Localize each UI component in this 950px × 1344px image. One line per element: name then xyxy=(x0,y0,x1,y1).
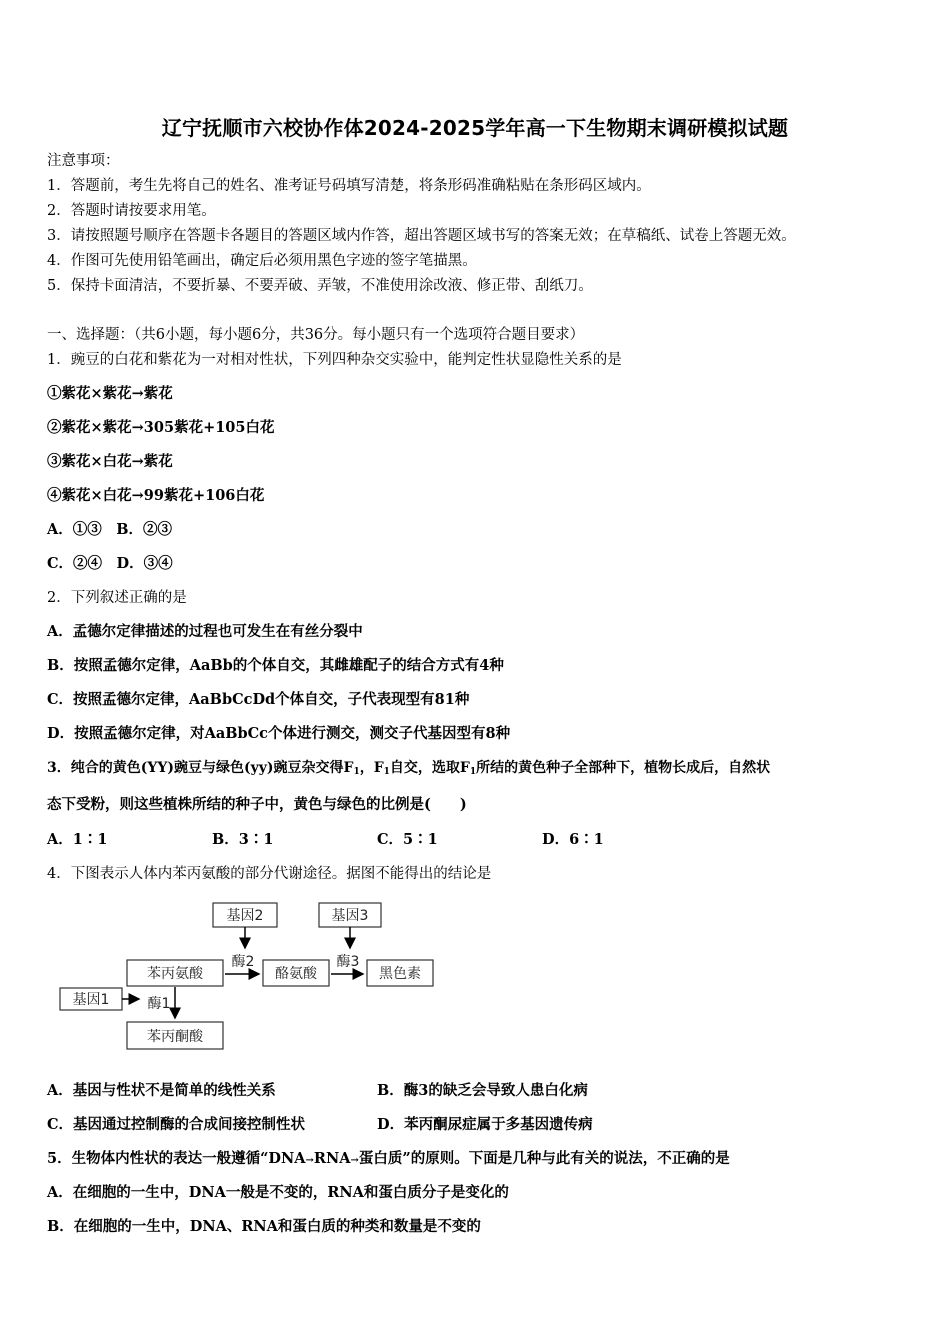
q3-subscript-1: 1 xyxy=(353,767,360,777)
q5-stem xyxy=(47,1149,730,1171)
notice-item-2: 2．答题时请按要求用笔。 xyxy=(47,203,216,219)
q4-option-c: C．基因通过控制酶的合成间接控制性状 xyxy=(47,1116,306,1133)
q4-option-b: B．酶3的缺乏会导致人患白化病 xyxy=(377,1082,588,1099)
q1-stem: 1．豌豆的白花和紫花为一对相对性状，下列四种杂交实验中，能判定性状显隐性关系的是 xyxy=(47,352,622,368)
q5-option-a: A．在细胞的一生中，DNA一般是不变的，RNA和蛋白质分子是变化的 xyxy=(47,1184,509,1201)
q1-item-3: ③紫花×白花→紫花 xyxy=(47,453,173,470)
tyrosine-label: 酪氨酸 xyxy=(275,966,317,982)
q3-option-b: B．3∶1 xyxy=(212,831,274,848)
page-title: 辽宁抚顺市六校协作体2024-2025学年高一下生物期末调研模拟试题 xyxy=(161,116,789,140)
q1-item-4: ④紫花×白花→99紫花+106白花 xyxy=(47,487,265,504)
q2-option-a: A．孟德尔定律描述的过程也可发生在有丝分裂中 xyxy=(47,623,363,640)
q3-option-d: D．6∶1 xyxy=(542,831,604,848)
metabolism-diagram xyxy=(55,898,445,1058)
melanin-label: 黑色素 xyxy=(379,966,421,982)
q3-stem-line2: 态下受粉，则这些植株所结的种子中，黄色与绿色的比例是( ) xyxy=(47,796,467,813)
q3-stem-part-d: 所结的黄色种子全部种下，植物长成后，自然状 xyxy=(476,760,771,776)
q3-subscript-2: 1 xyxy=(383,767,390,777)
enzyme1-label: 酶1 xyxy=(147,996,171,1012)
q3-stem-part-b: ，F xyxy=(359,760,384,776)
q5-arrow-2: → xyxy=(350,1155,359,1166)
q1-item-1: ①紫花×紫花→紫花 xyxy=(47,385,173,402)
notice-heading: 注意事项： xyxy=(47,153,120,169)
q5-stem-part-c: 蛋白质”的原则。下面是几种与此有关的说法，不正确的是 xyxy=(358,1150,730,1167)
q5-arrow-1: → xyxy=(305,1155,314,1166)
q3-subscript-3: 1 xyxy=(469,767,477,777)
gene3-label: 基因3 xyxy=(331,908,369,924)
phenylalanine-label: 苯丙氨酸 xyxy=(147,966,203,982)
q3-stem-part-a: 3．纯合的黄色(YY)豌豆与绿色(yy)豌豆杂交得F xyxy=(47,760,354,776)
q5-stem-part-a: 5．生物体内性状的表达一般遵循“DNA xyxy=(47,1150,306,1167)
q3-option-c: C．5∶1 xyxy=(377,831,438,848)
gene2-label: 基因2 xyxy=(226,908,264,924)
q5-option-b: B．在细胞的一生中，DNA、RNA和蛋白质的种类和数量是不变的 xyxy=(47,1218,481,1235)
q3-stem-part-c: 自交，选取F xyxy=(389,760,470,776)
section-heading: 一、选择题：（共6小题，每小题6分，共36分。每小题只有一个选项符合题目要求） xyxy=(47,327,585,343)
enzyme3-label: 酶3 xyxy=(336,954,360,970)
gene1-label: 基因1 xyxy=(72,992,110,1008)
notice-item-4: 4．作图可先使用铅笔画出，确定后必须用黑色字迹的签字笔描黑。 xyxy=(47,253,477,269)
q1-options-cd: C．②④ D．③④ xyxy=(47,555,173,572)
q1-options-ab: A．①③ B．②③ xyxy=(47,521,173,538)
q4-option-a: A．基因与性状不是简单的线性关系 xyxy=(47,1082,276,1099)
q1-item-2: ②紫花×紫花→305紫花+105白花 xyxy=(47,419,275,436)
phenylpyruvic-acid-label: 苯丙酮酸 xyxy=(147,1029,203,1045)
q2-stem: 2．下列叙述正确的是 xyxy=(47,590,187,606)
notice-item-5: 5．保持卡面清洁，不要折暴、不要弄破、弄皱，不准使用涂改液、修正带、刮纸刀。 xyxy=(47,278,593,294)
notice-item-3: 3．请按照题号顺序在答题卡各题目的答题区域内作答，超出答题区域书写的答案无效；在草稿纸、试卷上答题无效。 xyxy=(47,228,796,244)
q5-stem-part-b: RNA xyxy=(313,1150,351,1167)
q3-option-a: A．1∶1 xyxy=(47,831,108,848)
q3-stem-line1 xyxy=(47,758,770,782)
q2-option-c: C．按照孟德尔定律，AaBbCcDd个体自交，子代表现型有81种 xyxy=(47,691,470,708)
q2-option-d: D．按照孟德尔定律，对AaBbCc个体进行测交，测交子代基因型有8种 xyxy=(47,725,511,742)
q4-option-d: D．苯丙酮尿症属于多基因遗传病 xyxy=(377,1116,593,1133)
q2-option-b: B．按照孟德尔定律，AaBb的个体自交，其雌雄配子的结合方式有4种 xyxy=(47,657,504,674)
enzyme2-label: 酶2 xyxy=(231,954,255,970)
notice-item-1: 1．答题前，考生先将自己的姓名、准考证号码填写清楚，将条形码准确粘贴在条形码区域内。 xyxy=(47,178,651,194)
q4-stem: 4．下图表示人体内苯丙氨酸的部分代谢途径。据图不能得出的结论是 xyxy=(47,866,492,882)
